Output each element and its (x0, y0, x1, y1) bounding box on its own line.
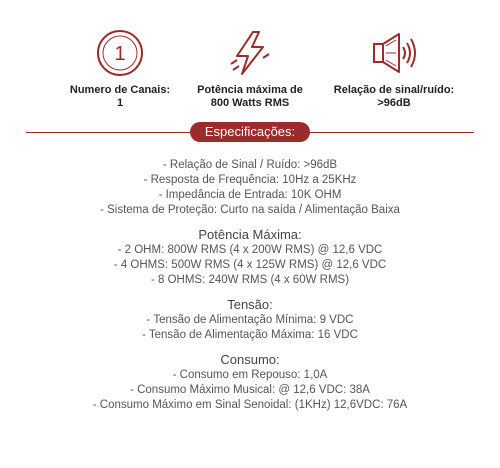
spec-line: - Resposta de Frequência: 10Hz a 25KHz (143, 174, 357, 186)
icon-number: 1 (114, 43, 126, 65)
spec-line: - 2 OHM: 800W RMS (4 x 200W RMS) @ 12,6 VDC (117, 244, 383, 256)
feature-snr-value: >96dB (377, 97, 411, 109)
voltage-heading: Tensão: (227, 297, 273, 312)
spec-line: - Consumo em Repouso: 1,0A (172, 369, 328, 381)
spec-line: - Tensão de Alimentação Mínima: 9 VDC (146, 314, 354, 326)
feature-channels-value: 1 (116, 97, 124, 109)
feature-power (170, 0, 330, 110)
feature-snr-label: Relação de sinal/ruído: (333, 84, 455, 96)
specifications (0, 158, 500, 413)
feature-power-value: 800 Watts RMS (210, 97, 290, 109)
lightning-bolt-icon (225, 28, 275, 78)
speaker-sound-icon (369, 28, 419, 78)
power-heading: Potência Máxima: (198, 227, 302, 242)
spec-line: - Sistema de Proteção: Curto na saída / Alimentação Baixa (100, 204, 400, 216)
feature-channels-label: Numero de Canais: (69, 84, 171, 96)
feature-snr (314, 0, 474, 110)
spec-line: - Consumo Máximo em Sinal Senoidal: (1KHz) 12,6VDC: 76A (92, 399, 408, 411)
spec-line: - Tensão de Alimentação Máxima: 16 VDC (142, 329, 358, 341)
feature-row (0, 0, 500, 120)
section-title-pill: Especificações: (190, 122, 310, 142)
spec-line: - Impedância de Entrada: 10K OHM (158, 189, 342, 201)
consumption-heading: Consumo: (220, 352, 280, 367)
spec-line: - Relação de Sinal / Ruído: >96dB (162, 159, 338, 171)
spec-line: - Consumo Máximo Musical: @ 12,6 VDC: 38A (130, 384, 370, 396)
spec-line: - 4 OHMS: 500W RMS (4 x 125W RMS) @ 12,6 VDC (113, 259, 387, 271)
number-one-circle-icon (95, 28, 145, 78)
feature-power-label: Potência máxima de (197, 84, 303, 96)
spec-line: - 8 OHMS: 240W RMS (4 x 60W RMS) (150, 274, 350, 286)
